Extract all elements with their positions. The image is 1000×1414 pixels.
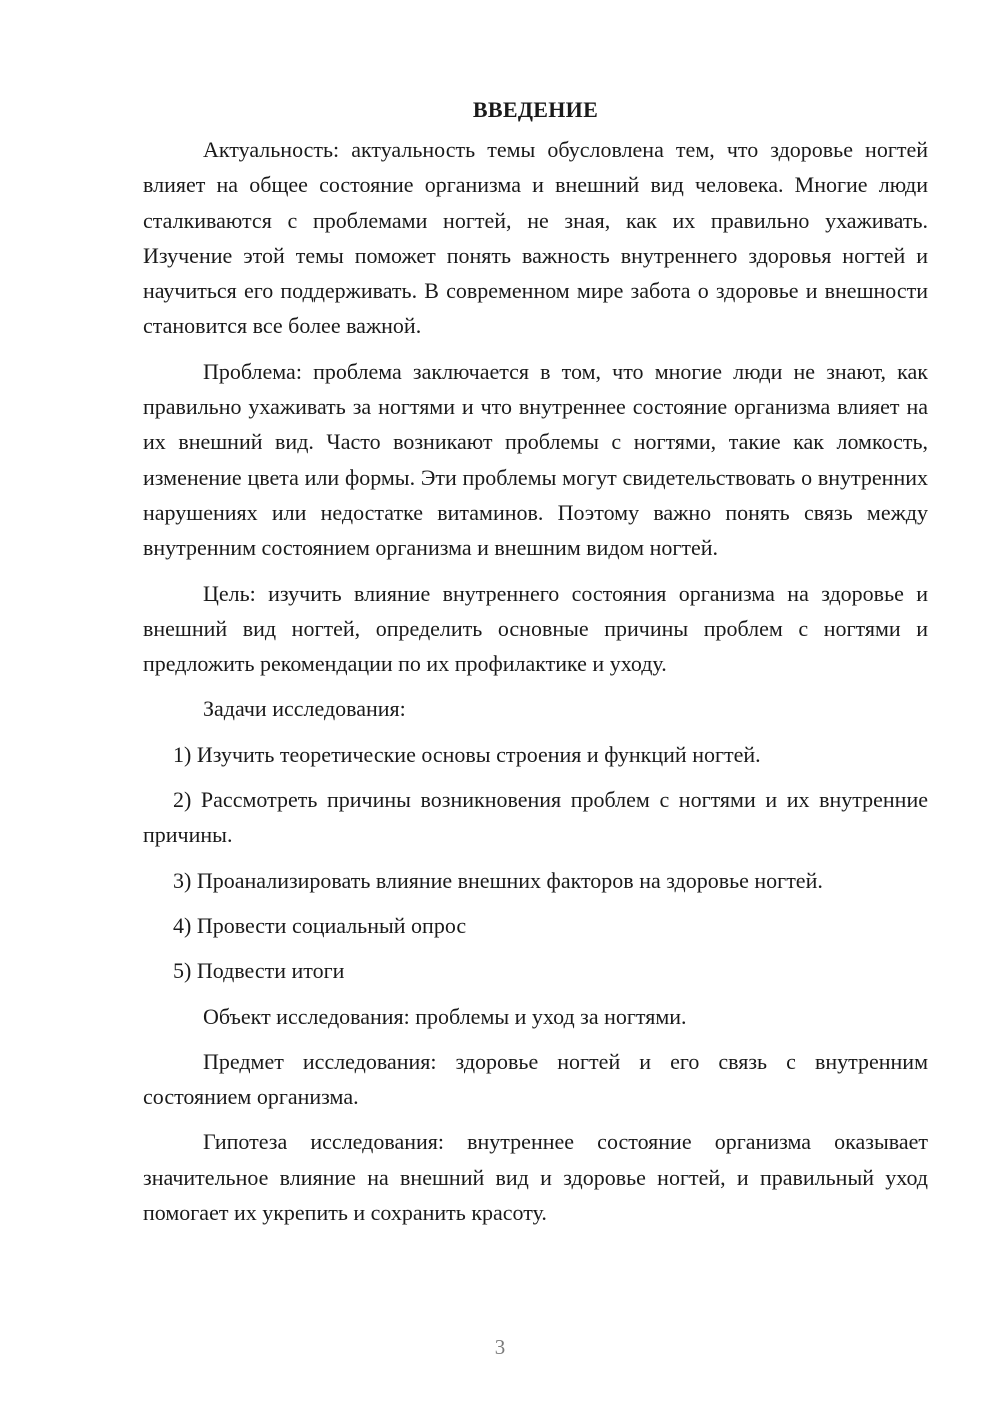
actuality-paragraph: Актуальность: актуальность темы обусловлена тем, что здоровье ногтей влияет на общее состояние организма и внешний вид человека. Многие люди сталкиваются с проблемами ногтей, не зная, как их правильно ухаживать. Изучение этой темы поможет понять важность внутреннего здоровья ногтей и научиться его поддерживать. В современном мире забота о здоровье и внешности становится все более важной. (143, 137, 928, 339)
goal-paragraph: Цель: изучить влияние внутреннего состояния организма на здоровье и внешний вид ногтей, определить основные причины проблем с ногтями и предложить рекомендации по их профилактике и уходу. (143, 580, 928, 677)
task-item: 2) Рассмотреть причины возникновения проблем с ногтями и их внутренние причины. (143, 787, 928, 848)
page-number: 3 (494, 1335, 506, 1359)
task-item: 3) Проанализировать влияние внешних факторов на здоровье ногтей. (173, 867, 823, 893)
page-title: ВВЕДЕНИЕ (472, 97, 599, 122)
object-paragraph: Объект исследования: проблемы и уход за ногтями. (203, 1003, 687, 1029)
task-item: 1) Изучить теоретические основы строения и функций ногтей. (173, 741, 761, 767)
hypothesis-paragraph: Гипотеза исследования: внутреннее состояние организма оказывает значительное влияние на внешний вид и здоровье ногтей, и правильный уход помогает их укрепить и сохранить красоту. (143, 1129, 928, 1226)
task-item: 5) Подвести итоги (173, 958, 345, 984)
task-item: 4) Провести социальный опрос (173, 912, 467, 938)
subject-paragraph: Предмет исследования: здоровье ногтей и его связь с внутренним состоянием организма. (143, 1048, 928, 1110)
document-page (143, 92, 928, 1240)
tasks-heading: Задачи исследования: (203, 696, 406, 722)
tasks-list (143, 737, 928, 989)
problem-paragraph: Проблема: проблема заключается в том, что многие люди не знают, как правильно ухаживать за ногтями и что внутреннее состояние организма влияет на их внешний вид. Часто возникают проблемы с ногтями, такие как ломкость, изменение цвета или формы. Эти проблемы могут свидетельствовать о внутренних нарушениях или недостатке витаминов. Поэтому важно понять связь между внутренним состоянием организма и внешним видом ногтей. (143, 358, 928, 561)
